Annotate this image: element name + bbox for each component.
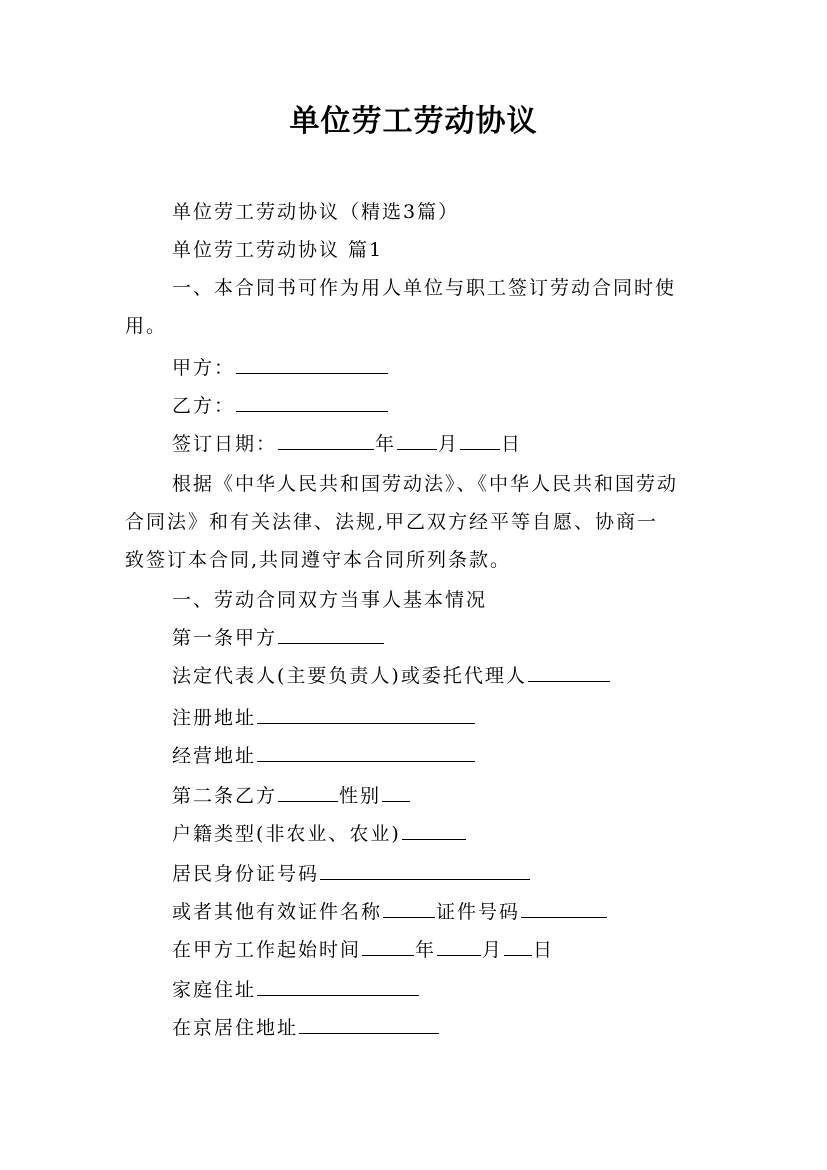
sign-day-blank[interactable] <box>460 433 500 450</box>
party-a-name-blank[interactable] <box>278 627 384 644</box>
registered-address-line: 注册地址 <box>172 699 476 737</box>
party-a-line: 甲方： <box>172 349 389 387</box>
paragraph-line: 一、本合同书可作为用人单位与职工签订劳动合同时使 <box>172 277 677 299</box>
household-type-line: 户籍类型(非农业、农业) <box>172 815 467 853</box>
paragraph-continuation-line: 致签订本合同,共同遵守本合同所列条款。 <box>125 549 512 571</box>
subtitle-line: 单位劳工劳动协议（精选3篇） <box>172 201 460 223</box>
start-date-line: 在甲方工作起始时间 年 月 日 <box>172 939 555 961</box>
other-id-line: 或者其他有效证件名称 证件号码 <box>172 893 608 931</box>
household-type-blank[interactable] <box>402 823 466 840</box>
party-b-name-blank[interactable] <box>278 785 338 802</box>
sign-month-blank[interactable] <box>397 433 437 450</box>
party-a-blank[interactable] <box>236 357 388 374</box>
article-1-line: 第一条甲方 <box>172 619 385 657</box>
home-address-line: 家庭住址 <box>172 971 420 1009</box>
gender-blank[interactable] <box>382 785 410 802</box>
business-address-line: 经营地址 <box>172 737 476 775</box>
paragraph-line: 根据《中华人民共和国劳动法》、《中华人民共和国劳动 <box>172 473 679 495</box>
id-code-blank[interactable] <box>521 901 607 918</box>
registered-address-blank[interactable] <box>257 707 475 724</box>
article-2-line: 第二条乙方 性别 <box>172 777 411 815</box>
home-address-blank[interactable] <box>257 979 419 996</box>
paragraph-continuation-line: 合同法》和有关法律、法规,甲乙双方经平等自愿、协商一 <box>125 511 659 533</box>
id-number-blank[interactable] <box>320 863 530 880</box>
business-address-blank[interactable] <box>257 745 475 762</box>
beijing-address-line: 在京居住地址 <box>172 1009 440 1047</box>
party-b-line: 乙方： <box>172 387 389 425</box>
id-type-blank[interactable] <box>383 901 435 918</box>
beijing-address-blank[interactable] <box>299 1017 439 1034</box>
sign-date-line: 签订日期： 年 月 日 <box>172 433 523 455</box>
start-month-blank[interactable] <box>437 939 481 956</box>
id-number-line: 居民身份证号码 <box>172 855 531 893</box>
section-heading-line: 一、劳动合同双方当事人基本情况 <box>172 589 488 611</box>
legal-rep-line: 法定代表人(主要负责人)或委托代理人 <box>172 657 611 695</box>
section-heading-line: 单位劳工劳动协议 篇1 <box>172 239 384 261</box>
party-b-blank[interactable] <box>236 395 388 412</box>
start-day-blank[interactable] <box>504 939 532 956</box>
legal-rep-blank[interactable] <box>528 665 610 682</box>
paragraph-continuation-line: 用。 <box>125 315 168 337</box>
start-year-blank[interactable] <box>362 939 414 956</box>
document-title: 单位劳工劳动协议 <box>289 104 538 139</box>
sign-year-blank[interactable] <box>278 433 374 450</box>
